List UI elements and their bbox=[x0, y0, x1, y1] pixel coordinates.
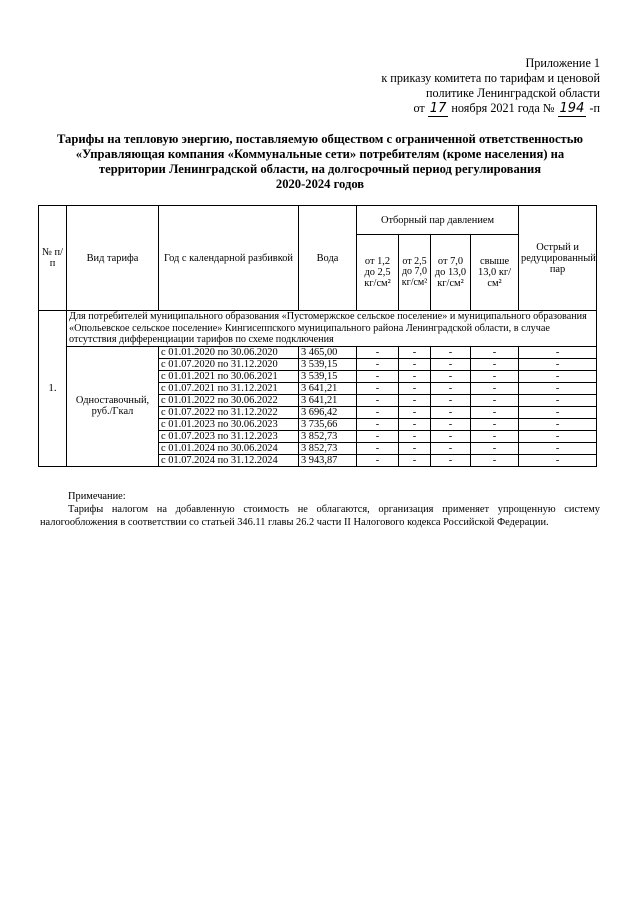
dash-cell: - bbox=[357, 454, 399, 466]
dash-cell: - bbox=[519, 442, 597, 454]
dash-cell: - bbox=[471, 346, 519, 358]
period-cell: с 01.07.2023 по 31.12.2023 bbox=[159, 430, 299, 442]
dash-cell: - bbox=[399, 382, 431, 394]
period-cell: с 01.07.2024 по 31.12.2024 bbox=[159, 454, 299, 466]
header-pressure-1: от 1,2 до 2,5 кг/см² bbox=[357, 235, 399, 311]
period-cell: с 01.01.2022 по 30.06.2022 bbox=[159, 394, 299, 406]
water-cell: 3 852,73 bbox=[299, 430, 357, 442]
water-cell: 3 641,21 bbox=[299, 382, 357, 394]
dash-cell: - bbox=[519, 418, 597, 430]
title-line-1: Тарифы на тепловую энергию, поставляемую обществом с ограниченной ответственностью bbox=[56, 132, 584, 146]
dash-cell: - bbox=[431, 358, 471, 370]
dash-cell: - bbox=[357, 346, 399, 358]
dash-cell: - bbox=[471, 418, 519, 430]
document-title bbox=[40, 132, 600, 192]
dash-cell: - bbox=[357, 382, 399, 394]
header-water: Вода bbox=[299, 206, 357, 311]
header-year: Год с календарной разбивкой bbox=[159, 206, 299, 311]
row-number: 1. bbox=[39, 311, 67, 467]
dash-cell: - bbox=[471, 358, 519, 370]
dash-cell: - bbox=[357, 430, 399, 442]
title-line-3: территории Ленинградской области, на долгосрочный период регулирования bbox=[98, 162, 542, 176]
dash-cell: - bbox=[431, 382, 471, 394]
period-cell: с 01.01.2021 по 30.06.2021 bbox=[159, 370, 299, 382]
dash-cell: - bbox=[471, 406, 519, 418]
appendix-title: Приложение 1 bbox=[525, 56, 600, 70]
dash-cell: - bbox=[431, 454, 471, 466]
dash-cell: - bbox=[357, 394, 399, 406]
appendix-date-line bbox=[340, 101, 600, 116]
period-cell: с 01.07.2020 по 31.12.2020 bbox=[159, 358, 299, 370]
order-day: 17 bbox=[429, 101, 447, 116]
water-cell: 3 735,66 bbox=[299, 418, 357, 430]
dash-cell: - bbox=[519, 406, 597, 418]
dash-cell: - bbox=[519, 454, 597, 466]
dash-cell: - bbox=[431, 394, 471, 406]
dash-cell: - bbox=[357, 358, 399, 370]
note-heading: Примечание: bbox=[68, 491, 126, 502]
dash-cell: - bbox=[431, 406, 471, 418]
header-type: Вид тарифа bbox=[67, 206, 159, 311]
dash-cell: - bbox=[399, 346, 431, 358]
period-cell: с 01.07.2021 по 31.12.2021 bbox=[159, 382, 299, 394]
dash-cell: - bbox=[357, 370, 399, 382]
water-cell: 3 465,00 bbox=[299, 346, 357, 358]
dash-cell: - bbox=[399, 358, 431, 370]
table-row bbox=[39, 346, 597, 358]
tariff-table bbox=[38, 205, 597, 467]
dash-cell: - bbox=[431, 430, 471, 442]
dash-cell: - bbox=[471, 370, 519, 382]
header-sharp-steam: Острый и редуцированный пар bbox=[519, 206, 597, 311]
dash-cell: - bbox=[519, 394, 597, 406]
dash-cell: - bbox=[431, 346, 471, 358]
dash-cell: - bbox=[519, 370, 597, 382]
dash-cell: - bbox=[399, 454, 431, 466]
order-number: 194 bbox=[559, 101, 585, 116]
period-cell: с 01.01.2023 по 30.06.2023 bbox=[159, 418, 299, 430]
dash-cell: - bbox=[519, 430, 597, 442]
water-cell: 3 539,15 bbox=[299, 370, 357, 382]
note-block bbox=[40, 490, 600, 529]
consumer-note: Для потребителей муниципального образования «Пустомержское сельское поселение» и муниципального образования «Опольевское сельское поселение» Кингисеппского муниципального района Ленинградской области, в случае отсутствия дифференциации тарифов по схеме подключения bbox=[67, 311, 597, 347]
water-cell: 3 641,21 bbox=[299, 394, 357, 406]
dash-cell: - bbox=[519, 382, 597, 394]
note-body: Тарифы налогом на добавленную стоимость не облагаются, организация применяет упрощенную систему налогообложения в соответствии со статьей 346.11 главы 26.2 части II Налогового кодекса Российской Федерации. bbox=[40, 504, 600, 528]
dash-cell: - bbox=[471, 382, 519, 394]
dash-cell: - bbox=[519, 346, 597, 358]
water-cell: 3 696,42 bbox=[299, 406, 357, 418]
dash-cell: - bbox=[471, 394, 519, 406]
dash-cell: - bbox=[431, 370, 471, 382]
header-pressure-4: свыше 13,0 кг/см² bbox=[471, 235, 519, 311]
tariff-type: Одноставочный, руб./Гкал bbox=[67, 346, 159, 466]
dash-cell: - bbox=[471, 442, 519, 454]
date-rest: ноября 2021 года № bbox=[451, 101, 555, 115]
water-cell: 3 539,15 bbox=[299, 358, 357, 370]
title-line-2: «Управляющая компания «Коммунальные сети» потребителям (кроме населения) на bbox=[75, 147, 565, 161]
appendix-line-2: к приказу комитета по тарифам и ценовой bbox=[381, 71, 600, 85]
dash-cell: - bbox=[519, 358, 597, 370]
dash-cell: - bbox=[357, 442, 399, 454]
header-pressure-2: от 2,5 до 7,0 кг/см² bbox=[399, 235, 431, 311]
dash-cell: - bbox=[471, 454, 519, 466]
period-cell: с 01.01.2024 по 30.06.2024 bbox=[159, 442, 299, 454]
period-cell: с 01.07.2022 по 31.12.2022 bbox=[159, 406, 299, 418]
title-line-4: 2020-2024 годов bbox=[275, 177, 365, 191]
appendix-line-3: политике Ленинградской области bbox=[426, 86, 600, 100]
date-prefix: от bbox=[413, 101, 425, 115]
water-cell: 3 943,87 bbox=[299, 454, 357, 466]
dash-cell: - bbox=[399, 394, 431, 406]
order-suffix: -п bbox=[589, 101, 600, 115]
header-pressure-3: от 7,0 до 13,0 кг/см² bbox=[431, 235, 471, 311]
appendix-block bbox=[340, 56, 600, 116]
dash-cell: - bbox=[399, 430, 431, 442]
dash-cell: - bbox=[399, 370, 431, 382]
period-cell: с 01.01.2020 по 30.06.2020 bbox=[159, 346, 299, 358]
dash-cell: - bbox=[357, 406, 399, 418]
dash-cell: - bbox=[431, 418, 471, 430]
dash-cell: - bbox=[399, 442, 431, 454]
dash-cell: - bbox=[431, 442, 471, 454]
dash-cell: - bbox=[471, 430, 519, 442]
dash-cell: - bbox=[399, 418, 431, 430]
header-steam-group: Отборный пар давлением bbox=[357, 206, 519, 235]
dash-cell: - bbox=[399, 406, 431, 418]
dash-cell: - bbox=[357, 418, 399, 430]
header-num: № п/п bbox=[39, 206, 67, 311]
water-cell: 3 852,73 bbox=[299, 442, 357, 454]
